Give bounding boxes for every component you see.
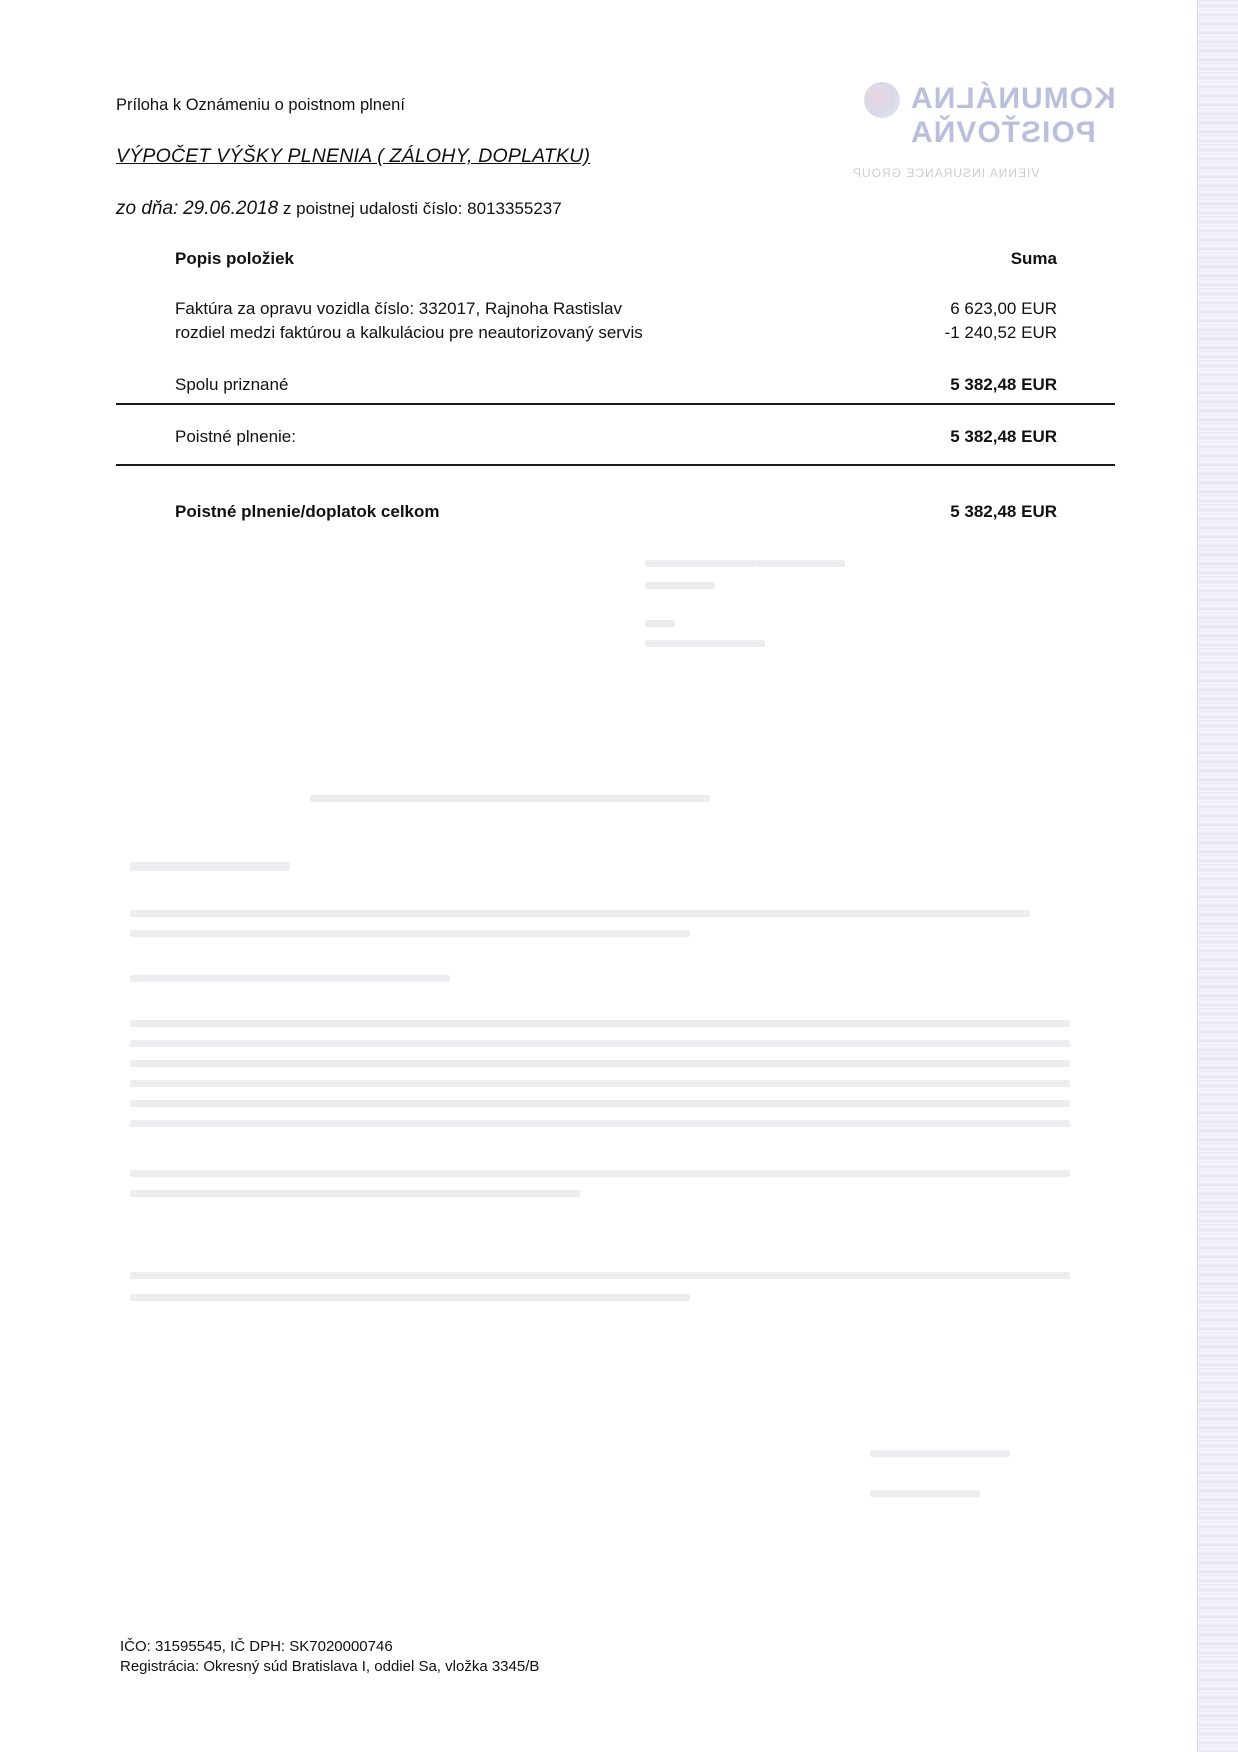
logo-line-1: KOMUNÁLNA — [910, 82, 1116, 115]
subtotal-label: Spolu priznané — [175, 375, 289, 394]
scan-edge-line — [1197, 0, 1198, 1752]
logo-line-2: POISŤOVŇA — [910, 116, 1096, 149]
event-prefix: z poistnej udalosti číslo: — [282, 199, 463, 218]
divider-rule — [116, 403, 1115, 405]
company-logo-bleedthrough — [842, 82, 1116, 192]
subtotal-amount: 5 382,48 EUR — [950, 375, 1057, 394]
column-header-description: Popis položiek — [175, 249, 295, 268]
document-heading: VÝPOČET VÝŠKY PLNENIA ( ZÁLOHY, DOPLATKU) — [116, 145, 591, 167]
divider-rule — [116, 464, 1115, 466]
item-amount: 6 623,00 EUR — [950, 299, 1057, 318]
item-description: Faktúra za opravu vozidla číslo: 332017, Rajnoha Rastislav — [175, 299, 622, 318]
event-number: 8013355237 — [467, 199, 562, 218]
scan-edge-artifact — [1198, 0, 1238, 1752]
item-description: rozdiel medzi faktúrou a kalkuláciou pre neautorizovaný servis — [175, 323, 643, 342]
total-amount: 5 382,48 EUR — [950, 502, 1057, 521]
payout-amount: 5 382,48 EUR — [950, 427, 1057, 446]
payout-label: Poistné plnenie: — [175, 427, 296, 446]
logo-emblem-icon — [864, 82, 900, 118]
date-prefix: zo dňa: — [116, 198, 179, 219]
footer-registration: Registrácia: Okresný súd Bratislava I, oddiel Sa, vložka 3345/B — [120, 1658, 540, 1675]
item-amount: -1 240,52 EUR — [944, 323, 1057, 342]
footer-company-ids: IČO: 31595545, IČ DPH: SK7020000746 — [120, 1638, 393, 1655]
date-event-line — [116, 198, 562, 220]
attachment-label: Príloha k Oznámeniu o poistnom plnení — [116, 96, 405, 114]
logo-subtitle: VIENNA INSURANCE GROUP — [852, 166, 1040, 180]
column-header-amount: Suma — [1010, 249, 1057, 268]
total-label: Poistné plnenie/doplatok celkom — [175, 502, 440, 521]
date-value: 29.06.2018 — [183, 198, 279, 219]
